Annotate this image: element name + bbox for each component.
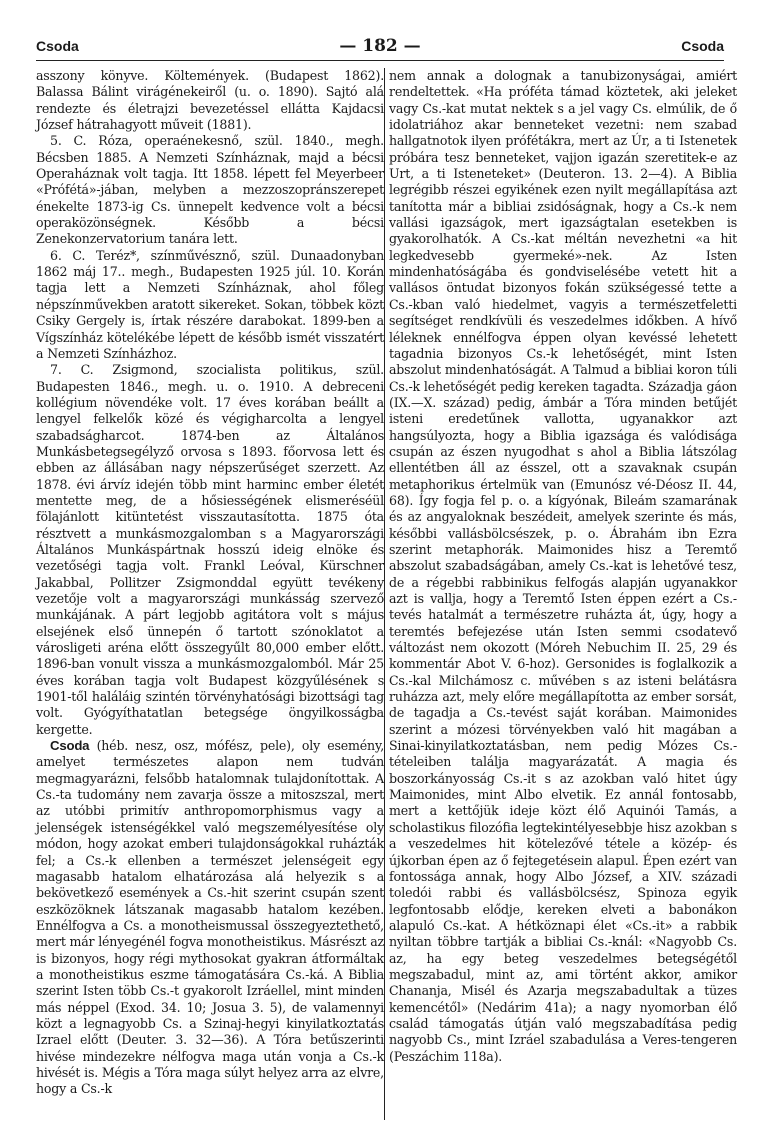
headword-csoda: Csoda [50, 738, 90, 754]
entry-csoda-roza: 5. C. Róza, operaénekesnő, szül. 1840., megh. Bécsben 1885. A Nemzeti Színháznak, majd a bécsi Operaháznak volt tagja. Itt 1858. lépett fel Meyerbeer «Prófétá»-jában, melyben a mezzoszopránszerepet énekelte 1873-ig Cs. ünnepelt kedvence volt a bécsi operaközönségnek. Később a bécsi Zenekonzervatorium tanára lett. [36, 133, 384, 247]
left-column [36, 68, 384, 1098]
entry-csoda-main [36, 738, 384, 1098]
entry-csoda-zsigmond: 7. C. Zsigmond, szocialista politikus, szül. Budapesten 1846., megh. u. o. 1910. A debreceni kollégium növendéke volt. 17 éves korában beállt a lengyel felkelők közé és végigharcolta a lengyel szabadságharcot. 1874-ben az Általános Munkásbetegsegélyző orvosa s 1893. főorvosa lett és ebben az állásában nagy népszerűséget szerzett. Az 1878. évi árvíz idején több mint harminc ember életét mentette meg, de a hősiességének elismeréséül fölajánlott kitüntetést visszautasította. 1875 óta résztvett a munkásmozgalomban s a Magyarországi Általános Munkáspártnak hosszú ideig elnöke és vezetőségi tagja volt. Frankl Leóval, Kürschner Jakabbal, Pollitzer Zsigmonddal együtt tevékeny vezetője volt a magyarországi munkásság szervező munkájának. A párt legjobb agitátora volt s május elsejének első ünnepén ő tartott szónoklatot a városligeti aréna előtt összegyűlt 80,000 ember előtt. 1896-ban vonult vissza a munkásmozgalomból. Már 25 éves korában tagja volt Budapest közgyűlésének s 1901-től haláláig szintén törvényhatósági bizottsági tag volt. Gyógyíthatatlan betegsége öngyilkosságba kergette. [36, 362, 384, 737]
header-left-keyword: Csoda [36, 38, 79, 54]
running-header [36, 36, 724, 58]
right-column [389, 68, 737, 1065]
entry-continuation: asszony könyve. Költemények. (Budapest 1862). Balassa Bálint virágénekeiről (u. o. 1890). Sajtó alá rendezte és életrajzi bevezetéssel ellátta Kajdacsi József hátrahagyott műveit (1881). [36, 68, 384, 133]
entry-csoda-continuation: nem annak a dolognak a tanubizonyságai, amiért rendeltettek. «Ha próféta támad köztetek, aki jeleket vagy Cs.-kat mutat nektek s a jel vagy Cs. elmúlik, de ő idolatriához akar benneteket vezetni: nem szabad hallgatnotok ilyen prófétákra, mert az Úr, a ti Istenetek próbára tesz benneteket, vajjon igazán szeretitek-e az Urt, a ti Isteneteket» (Deuteron. 13. 2—4). A Biblia legrégibb részei egyikének ezen nyilt megállapítása azt tanította már a bibliai zsidóságnak, hogy a Cs.-k nem vallási igazságok, mert igazságtalan esetekben is gyakorolhatók. A Cs.-kat méltán nevezhetni «a hit legkedvesebb gyermeké»-nek. Az Isten mindenhatóságába és gondviselésébe vetett hit a vallásos öntudat bizonyos fokán szükségessé tette a Cs.-kban való hiedelmet, vagyis a természetfeletti segítséget rendkívüli és veszedelmes időkben. A hívő léleknek ennélfogva éppen olyan kevéssé lehetett tagadnia bizonyos Cs.-k lehetőségét, mint Isten abszolut mindenhatóságát. A Talmud a bibliai koron túli Cs.-k lehetőségét pedig kereken tagadta. Századja gáon (IX.—X. század) pedig, ámbár a Tóra minden betűjét isteni eredetűnek vallotta, ugyanakkor azt hangsúlyozta, hogy a Biblia igazsága és valódisága csupán az észen nyugodhat s ahol a Biblia látszólag ellentétben áll az ésszel, ott a szavaknak csupán metaphorikus értelmük van (Emunósz vé-Déosz II. 44, 68). Így fogja fel p. o. a kígyónak, Bileám szamarának és az angyaloknak beszédeit, amelyek szerinte és más, későbbi vallásbölcsészek, p. o. Ábrahám ibn Ezra szerint metaphorák. Maimonides hisz a Teremtő abszolut szabadságában, amely Cs.-kat is lehetővé tesz, de a régebbi rabbinikus felfogás alapján ugyanakkor azt is vallja, hogy a Teremtő Isten éppen ezért a Cs.-tevés hatalmát a természetre ruházta át, úgy, hogy a teremtés befejezése után Isten semmi csodatevő változást nem okozott (Móreh Nebuchim II. 25, 29 és kommentár Abot V. 6-hoz). Gersonides is foglalkozik a Cs.-kal Milchámosz c. művében s az isteni belátásra ruházza azt, mely előre megállapította az ember sorsát, de tagadja a Cs.-tevést saját korában. Maimonides szerint a mózesi törvényekben való hit magában a Sinai-kinyilatkoztatásban, nem pedig Mózes Cs.-tételeiben találja magyarázatát. A magia és boszorkányosság Cs.-it s az azokban való hitet úgy Maimonides, mint Albo elvetik. Ez annál fontosabb, mert a kettőjük ideje közt élő Aquinói Tamás, a scholastikus filozófia legtekintélyesebbje hisz azokban s a veszedelmes hit kötelezővé tétele a közép- és újkorban épen az ő fejtegetésein alapul. Épen ezért van fontossága annak, hogy Albo József, a XIV. századi toledói rabbi és vallásbölcsész, Spinoza egyik legfontosabb elődje, kereken elveti a babonákon alapuló Cs.-kat. A hétköznapi élet «Cs.-it» a rabbik nyiltan többre tartják a bibliai Cs.-knál: «Nagyobb Cs. az, ha egy beteg veszedelmes betegségétől megszabadul, mint az, ami történt akkor, amikor Chananja, Misél és Azarja megszabadultak a tüzes kemencétől» (Nedárim 41a); a nagy nyomorban élő család támogatás útján való megszabadítása pedig nagyobb Cs., mint Izráel szabadulása a Veres-tengeren (Peszáchim 118a). [389, 68, 737, 1064]
entry-csoda-body: (héb. nesz, osz, mófész, pele), oly esemény, amelyet természetes alapon nem tudván megmagyarázni, felsőbb hatalomnak tulajdonítottak. A Cs.-ta tudomány nem zavarja össze a mitoszszal, mert az utóbbi primitív anthropomorphismus vagy a jelenségek istenségékkel való megszemélyesítése oly módon, hogy azokat emberi tulajdonságokkal ruházták fel; a Cs.-k ellenben a természet jelenségeit egy magasabb hatalom elhatározása alá helyezik s a bekövetkező események a Cs.-hit szerint csupán szent eszközöknek látszanak magasabb hatalom kezében. Ennélfogva a Cs. a monotheismussal összegyeztethető, mert már lényegénél fogva monotheistikus. Másrészt az is bizonyos, hogy régi mythosokat gyakran átformáltak a monotheistikus eszme támogatására Cs.-ká. A Biblia szerint Isten több Cs.-t gyakorolt Izráellel, mint minden más néppel (Exod. 34. 10; Josua 3. 5), de valamennyi közt a legnagyobb Cs. a Szinaj-hegyi kinyilatkoztatás Izrael előtt (Deuter. 3. 32—36). A Tóra betűszerinti hivése mindezekre nélfogva maga után vonja a Cs.-k hivését is. Mégis a Tóra maga súlyt helyez arra az elvre, hogy a Cs.-k [36, 738, 384, 1097]
page-number: — 182 — [339, 36, 421, 56]
column-divider [384, 68, 385, 1120]
entry-csoda-terez: 6. C. Teréz*, színművésznő, szül. Dunaadonyban 1862 máj 17.. megh., Budapesten 1925 júl. 10. Korán tagja lett a Nemzeti Színháznak, ahol főleg népszínművekben aratott sikereket. Sokan, többek közt Csiky Gergely is, írtak részére darabokat. 1899-ben a Vígszínház kötelékébe lépett de később ismét visszatért a Nemzeti Színházhoz. [36, 247, 384, 361]
header-right-keyword: Csoda [681, 38, 724, 54]
header-rule [36, 60, 724, 61]
